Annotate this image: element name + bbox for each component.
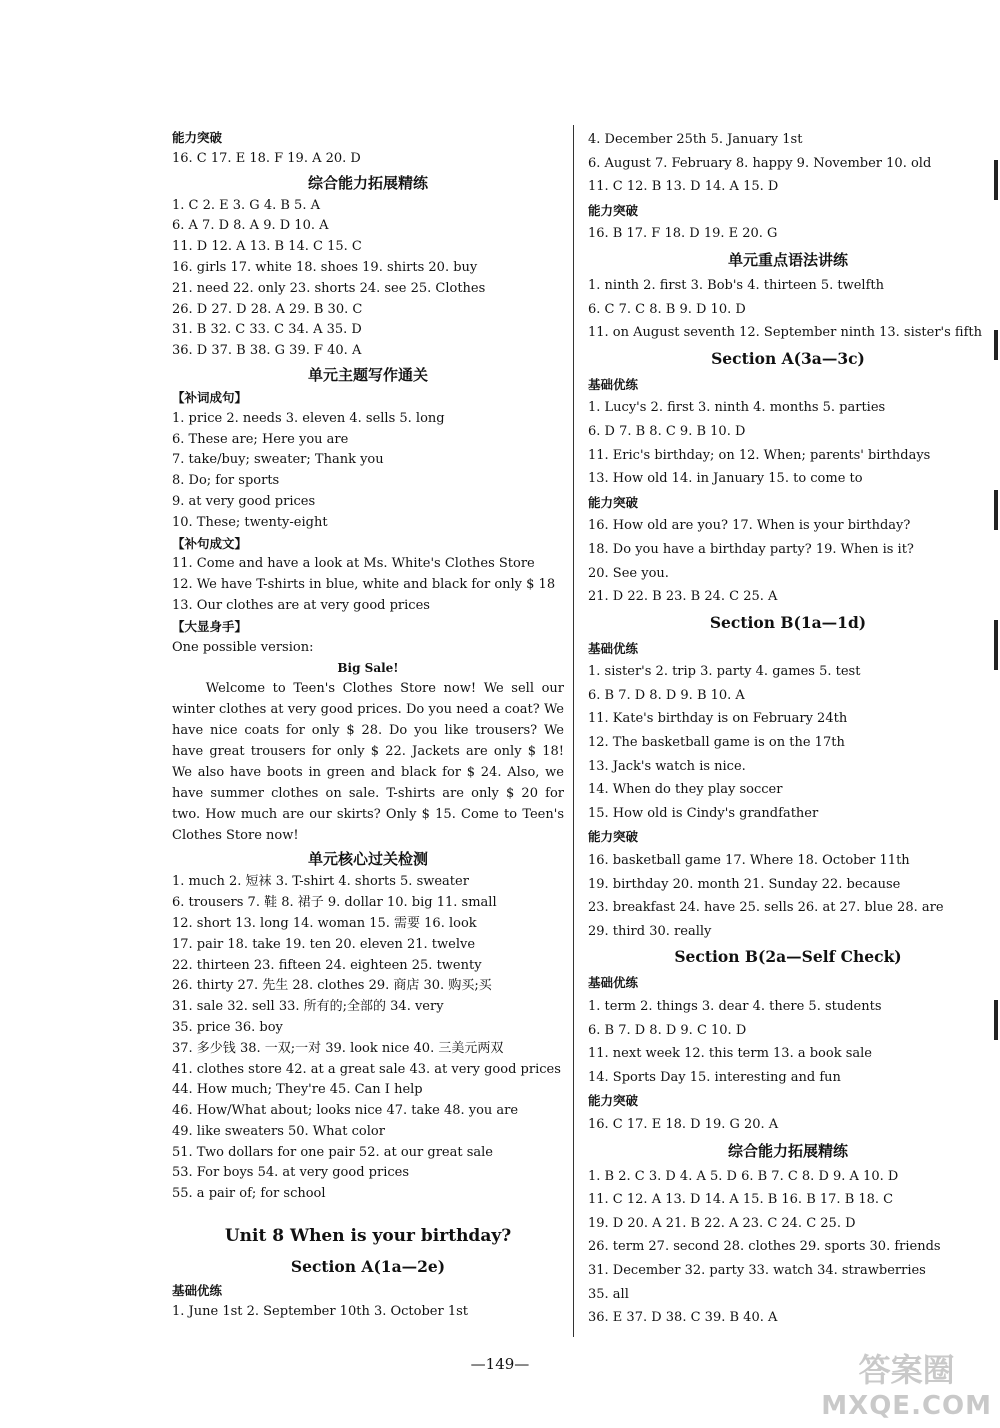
answer-line: 14. When do they play soccer <box>588 782 783 798</box>
answer-line: One possible version: <box>172 639 314 655</box>
answer-line: 1. C 2. E 3. G 4. B 5. A <box>172 197 320 213</box>
right-column <box>588 128 988 1330</box>
answer-line: 55. a pair of; for school <box>172 1186 326 1202</box>
answer-line: 13. How old 14. in January 15. to come to <box>588 471 863 487</box>
essay-paragraph: Welcome to Teen's Clothes Store now! We sell our winter clothes at very good prices. Do you need a coat? We have nice coats for only $ 28. Do you like trousers? We have great trousers for only $ 22. Jackets are only $ 18! We also have boots in green and black for $ 24. Also, we have summer clothes on sale. T-shirts are only $ 20 for two. How much are our skirts? Only $ 15. Come to Teen's Clothes Store now! <box>172 681 564 844</box>
answer-line: 4. December 25th 5. January 1st <box>588 132 803 147</box>
answer-line: 53. For boys 54. at very good prices <box>172 1165 409 1181</box>
answer-line: 6. B 7. D 8. D 9. C 10. D <box>588 1022 747 1038</box>
answer-line: 1. much 2. 短袜 3. T-shirt 4. shorts 5. sweater <box>172 874 469 890</box>
answer-line: 23. breakfast 24. have 25. sells 26. at 27. blue 28. are <box>588 900 944 916</box>
subsection-label: 能力突破 <box>172 130 223 145</box>
answer-line: 12. short 13. long 14. woman 15. 需要 16. look <box>172 915 477 931</box>
answer-line: 22. thirteen 23. fifteen 24. eighteen 25. twenty <box>172 957 482 973</box>
answer-line: 31. December 32. party 33. watch 34. strawberries <box>588 1262 926 1278</box>
answer-line: 11. D 12. A 13. B 14. C 15. C <box>172 239 362 255</box>
answer-line: 1. sister's 2. trip 3. party 4. games 5. test <box>588 664 861 680</box>
answer-line: 51. Two dollars for one pair 52. at our great sale <box>172 1144 493 1160</box>
answer-line: 8. Do; for sports <box>172 473 280 489</box>
answer-line: 17. pair 18. take 19. ten 20. eleven 21. twelve <box>172 936 476 952</box>
watermark-title: 答案圈 <box>858 1351 955 1389</box>
answer-line: 14. Sports Day 15. interesting and fun <box>588 1069 841 1085</box>
answer-line: 44. How much; They're 45. Can I help <box>172 1082 423 1098</box>
section-heading: 单元核心过关检测 <box>307 850 428 869</box>
subsection-label: 能力突破 <box>588 494 639 510</box>
answer-line: 6. C 7. C 8. B 9. D 10. D <box>588 301 746 317</box>
answer-line: 1. term 2. things 3. dear 4. there 5. students <box>588 999 882 1014</box>
answer-line: 37. 多少钱 38. 一双;一对 39. look nice 40. 三美元两双 <box>172 1040 504 1056</box>
unit-title: Unit 8 When is your birthday? <box>224 1226 512 1247</box>
answer-line: 11. Eric's birthday; on 12. When; parents' birthdays <box>588 447 931 463</box>
answer-line: 35. all <box>588 1286 629 1302</box>
subsection-label: 基础优练 <box>172 1283 223 1299</box>
answer-line: 19. birthday 20. month 21. Sunday 22. because <box>588 876 901 892</box>
page-edge-mark <box>994 160 998 200</box>
answer-line: 31. sale 32. sell 33. 所有的;全部的 34. very <box>172 999 444 1015</box>
answer-line: 15. How old is Cindy's grandfather <box>588 805 819 821</box>
page-number: —149— <box>470 1355 530 1373</box>
subsection-label: 【补词成句】 <box>172 389 248 405</box>
answer-line: 41. clothes store 42. at a great sale 43. at very good prices <box>172 1061 561 1077</box>
answer-line: 9. at very good prices <box>172 493 316 509</box>
answer-line: 1. B 2. C 3. D 4. A 5. D 6. B 7. C 8. D 9. A 10. D <box>588 1168 899 1184</box>
section-title: Section A(1a—2e) <box>290 1257 446 1277</box>
answer-line: 49. like sweaters 50. What color <box>172 1123 385 1139</box>
left-column <box>172 128 564 1323</box>
answer-line: 12. The basketball game is on the 17th <box>588 735 845 751</box>
answer-line: 16. B 17. F 18. D 19. E 20. G <box>588 226 778 242</box>
answer-line: 12. We have T-shirts in blue, white and black for only $ 18 <box>172 577 556 593</box>
section-title: Section A(3a—3c) <box>711 348 865 368</box>
answer-line: 11. C 12. A 13. D 14. A 15. B 16. B 17. B 18. C <box>588 1192 894 1208</box>
answer-line: 11. next week 12. this term 13. a book sale <box>588 1046 872 1062</box>
answer-line: 31. B 32. C 33. C 34. A 35. D <box>172 322 362 338</box>
subsection-label: 能力突破 <box>588 829 639 845</box>
answer-line: 11. Kate's birthday is on February 24th <box>588 711 848 727</box>
answer-line: 16. How old are you? 17. When is your birthday? <box>588 518 911 534</box>
answer-line: 16. C 17. E 18. F 19. A 20. D <box>172 150 361 166</box>
answer-line: 29. third 30. really <box>588 923 712 939</box>
answer-line: 18. Do you have a birthday party? 19. When is it? <box>588 541 914 557</box>
page-edge-mark <box>994 490 998 530</box>
page-edge-mark <box>994 1000 998 1040</box>
section-heading: 综合能力拓展精练 <box>307 173 428 192</box>
answer-line: 21. need 22. only 23. shorts 24. see 25. Clothes <box>172 280 486 296</box>
answer-line: 21. D 22. B 23. B 24. C 25. A <box>588 589 778 605</box>
answer-line: 6. August 7. February 8. happy 9. November 10. old <box>588 155 932 171</box>
answer-line: 35. price 36. boy <box>172 1019 283 1035</box>
answer-line: 6. trousers 7. 鞋 8. 裙子 9. dollar 10. big 11. small <box>172 895 497 911</box>
answer-line: 13. Our clothes are at very good prices <box>172 597 430 613</box>
essay-title: Big Sale! <box>337 661 399 676</box>
answer-line: 36. D 37. B 38. G 39. F 40. A <box>172 343 362 359</box>
section-title: Section B(2a—Self Check) <box>674 947 902 967</box>
answer-line: 7. take/buy; sweater; Thank you <box>172 452 384 468</box>
answer-line: 6. These are; Here you are <box>172 431 349 447</box>
answer-line: 1. Lucy's 2. first 3. ninth 4. months 5. parties <box>588 400 886 416</box>
answer-line: 1. ninth 2. first 3. Bob's 4. thirteen 5. twelfth <box>588 277 884 293</box>
subsection-label: 基础优练 <box>588 975 639 991</box>
section-heading: 单元主题写作通关 <box>307 365 428 384</box>
answer-line: 11. C 12. B 13. D 14. A 15. D <box>588 179 779 195</box>
watermark-logo <box>821 1352 992 1424</box>
subsection-label: 基础优练 <box>588 376 639 392</box>
answer-line: 6. A 7. D 8. A 9. D 10. A <box>172 218 329 234</box>
watermark-url: MXQE.COM <box>821 1391 992 1421</box>
subsection-label: 【大显身手】 <box>172 618 248 634</box>
answer-line: 13. Jack's watch is nice. <box>588 758 746 774</box>
answer-line: 36. E 37. D 38. C 39. B 40. A <box>588 1310 778 1326</box>
answer-line: 11. on August seventh 12. September ninth 13. sister's fifth <box>588 325 982 341</box>
answer-line: 10. These; twenty-eight <box>172 514 328 530</box>
section-title: Section B(1a—1d) <box>709 612 867 632</box>
answer-line: 16. girls 17. white 18. shoes 19. shirts 20. buy <box>172 259 478 275</box>
subsection-label: 能力突破 <box>588 1093 639 1109</box>
subsection-label: 【补句成文】 <box>172 535 248 551</box>
page-edge-mark <box>994 620 998 670</box>
answer-line: 6. B 7. D 8. D 9. B 10. A <box>588 687 745 703</box>
answer-line: 26. D 27. D 28. A 29. B 30. C <box>172 301 363 317</box>
answer-line: 19. D 20. A 21. B 22. A 23. C 24. C 25. D <box>588 1215 856 1231</box>
section-heading: 综合能力拓展精练 <box>727 1141 848 1160</box>
subsection-label: 能力突破 <box>588 202 639 218</box>
answer-line: 1. price 2. needs 3. eleven 4. sells 5. long <box>172 410 445 426</box>
answer-line: 16. C 17. E 18. D 19. G 20. A <box>588 1116 779 1132</box>
section-heading: 单元重点语法讲练 <box>727 250 848 269</box>
page-edge-mark <box>994 330 998 360</box>
answer-line: 26. thirty 27. 先生 28. clothes 29. 商店 30. 购买;买 <box>172 978 492 994</box>
answer-line: 11. Come and have a look at Ms. White's Clothes Store <box>172 556 535 572</box>
answer-line: 6. D 7. B 8. C 9. B 10. D <box>588 423 746 439</box>
subsection-label: 基础优练 <box>588 640 639 656</box>
answer-line: 1. June 1st 2. September 10th 3. October 1st <box>172 1303 469 1319</box>
column-divider <box>573 125 574 1337</box>
answer-line: 26. term 27. second 28. clothes 29. sports 30. friends <box>588 1239 941 1255</box>
answer-line: 16. basketball game 17. Where 18. October 11th <box>588 853 910 869</box>
answer-line: 46. How/What about; looks nice 47. take 48. you are <box>172 1103 519 1119</box>
answer-line: 20. See you. <box>588 565 669 581</box>
